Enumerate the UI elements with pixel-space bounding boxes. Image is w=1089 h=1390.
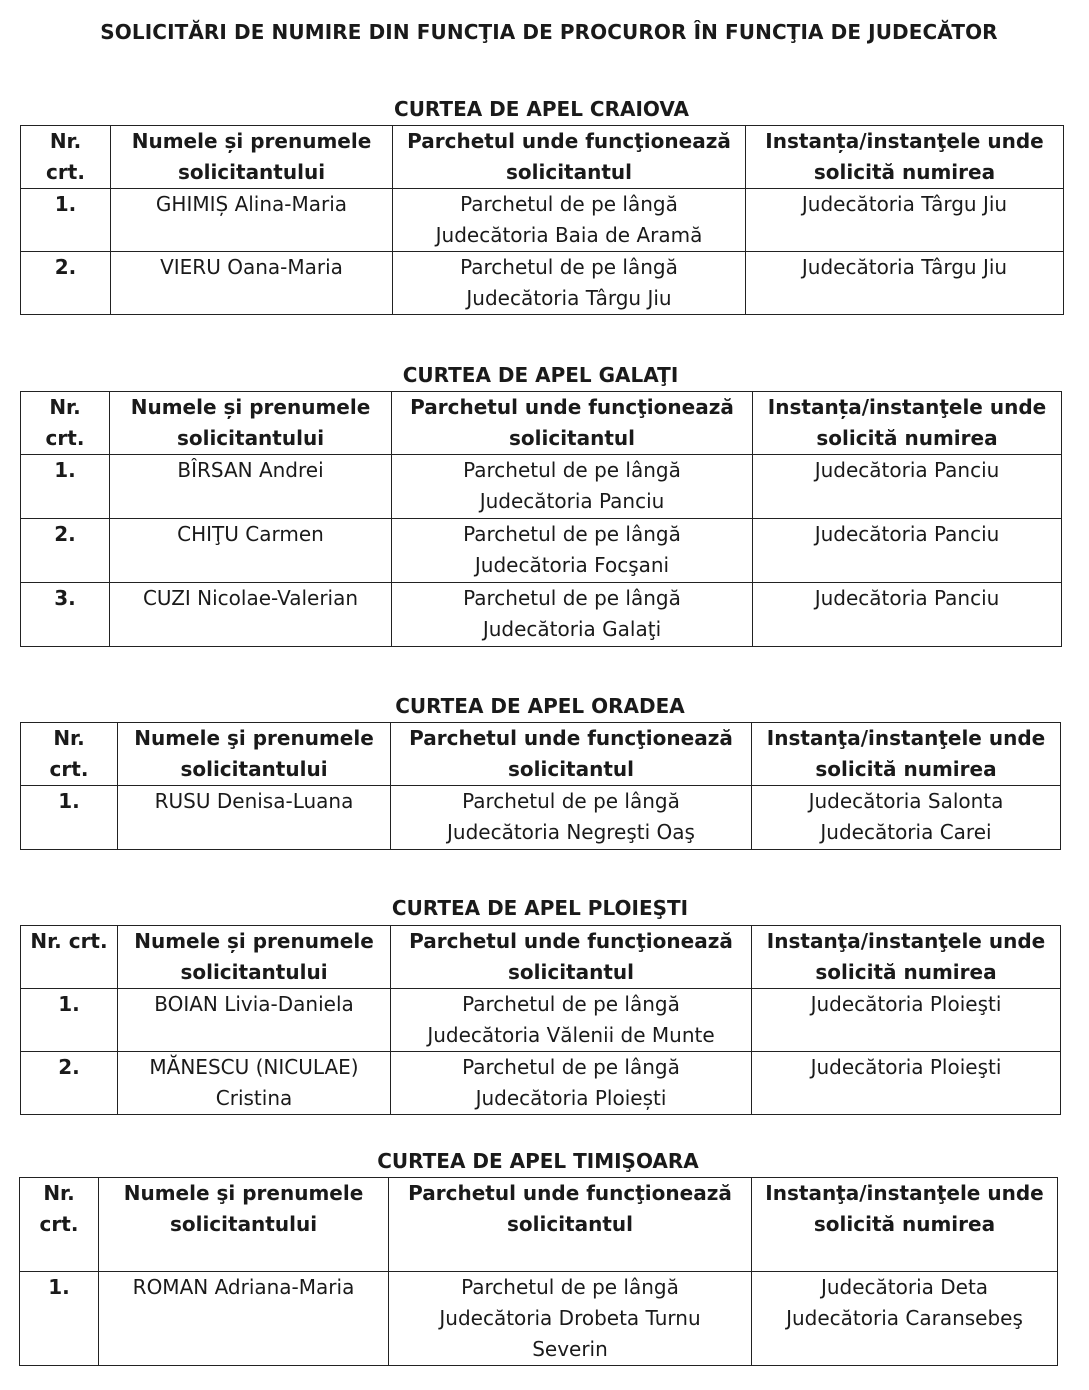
cell-line: Judecătoria Panciu xyxy=(814,522,1000,546)
cell-line: Parchetul unde funcţionează xyxy=(408,1181,732,1205)
cell-line: Judecătoria Carei xyxy=(820,820,992,844)
table-row xyxy=(21,1052,1061,1115)
table-row xyxy=(21,519,1062,583)
cell-line: Judecătoria Panciu xyxy=(814,458,1000,482)
column-header xyxy=(752,723,1061,786)
column-header xyxy=(21,926,118,989)
cell-line: solicită numirea xyxy=(816,426,998,450)
column-header xyxy=(753,392,1062,455)
cell-line: Parchetul de pe lângă xyxy=(462,992,680,1016)
cell-line: Judecătoria Negreşti Oaş xyxy=(447,820,695,844)
column-header xyxy=(99,1178,389,1272)
cell-line: solicită numirea xyxy=(813,160,996,184)
requested-court xyxy=(752,1272,1058,1366)
prosecutor-office xyxy=(393,189,746,252)
cell-line: Nr. xyxy=(49,129,82,153)
section-title: CURTEA DE APEL TIMIŞOARA xyxy=(377,1149,699,1173)
cell-line: Judecătoria Târgu Jiu xyxy=(466,286,672,310)
table-row xyxy=(21,189,1064,252)
row-number: 2. xyxy=(21,252,111,315)
applicants-table xyxy=(20,125,1064,315)
cell-line: CHIŢU Carmen xyxy=(177,522,324,546)
section-title: CURTEA DE APEL ORADEA xyxy=(395,694,685,718)
cell-line: solicitantului xyxy=(177,160,326,184)
row-number: 2. xyxy=(21,519,110,583)
applicants-table xyxy=(20,722,1061,850)
cell-line: Instanţa/instanţele unde xyxy=(765,1181,1044,1205)
applicant-name xyxy=(99,1272,389,1366)
cell-line: solicitantul xyxy=(507,757,634,781)
cell-line: crt. xyxy=(49,757,89,781)
cell-line: Judecătoria Salonta xyxy=(808,789,1004,813)
cell-line: Judecătoria Ploieşti xyxy=(810,992,1002,1016)
cell-line: solicită numirea xyxy=(813,1212,996,1236)
cell-line: BÎRSAN Andrei xyxy=(177,458,324,482)
row-number: 1. xyxy=(21,189,111,252)
table-row xyxy=(21,786,1061,850)
cell-line: Judecătoria Ploieşti xyxy=(810,1055,1002,1079)
column-header xyxy=(752,1178,1058,1272)
column-header xyxy=(21,392,110,455)
cell-line: Judecătoria Vălenii de Munte xyxy=(427,1023,715,1047)
applicant-name xyxy=(118,1052,391,1115)
column-header xyxy=(393,126,746,189)
column-header xyxy=(752,926,1061,989)
section-title: CURTEA DE APEL PLOIEŞTI xyxy=(391,896,689,920)
cell-line: Parchetul de pe lângă xyxy=(462,789,680,813)
table-row xyxy=(21,252,1064,315)
requested-court xyxy=(752,989,1061,1052)
prosecutor-office xyxy=(392,583,753,647)
cell-line: solicitantul xyxy=(507,960,634,984)
applicant-name xyxy=(118,989,391,1052)
prosecutor-office xyxy=(391,1052,752,1115)
cell-line: Judecătoria Focşani xyxy=(474,553,670,577)
applicant-name xyxy=(110,519,392,583)
cell-line: VIERU Oana-Maria xyxy=(160,255,343,279)
cell-line: Parchetul unde funcţionează xyxy=(407,129,731,153)
prosecutor-office xyxy=(391,786,752,850)
cell-line: solicitantul xyxy=(506,1212,633,1236)
column-header xyxy=(20,1178,99,1272)
cell-line: Numele și prenumele xyxy=(130,395,371,419)
cell-line: solicită numirea xyxy=(815,960,997,984)
cell-line: Parchetul de pe lângă xyxy=(460,192,678,216)
cell-line: Numele și prenumele xyxy=(134,929,374,953)
cell-line: solicitantul xyxy=(508,426,635,450)
cell-line: Instanţa/instanţele unde xyxy=(766,929,1046,953)
cell-line: Nr. xyxy=(49,395,81,419)
cell-line: solicită numirea xyxy=(815,757,997,781)
table-header-row xyxy=(21,926,1061,989)
cell-line: Judecătoria Drobeta Turnu xyxy=(439,1306,701,1330)
requested-court xyxy=(753,519,1062,583)
cell-line: Numele şi prenumele xyxy=(123,1181,364,1205)
cell-line: Judecătoria Ploiești xyxy=(475,1086,667,1110)
column-header xyxy=(118,723,391,786)
prosecutor-office xyxy=(389,1272,752,1366)
cell-line: Severin xyxy=(532,1337,608,1361)
row-number: 1. xyxy=(21,786,118,850)
prosecutor-office xyxy=(393,252,746,315)
cell-line: crt. xyxy=(46,160,85,184)
row-number: 1. xyxy=(21,455,110,519)
cell-line: Parchetul unde funcţionează xyxy=(410,395,734,419)
cell-line: ROMAN Adriana-Maria xyxy=(132,1275,355,1299)
column-header xyxy=(392,392,753,455)
cell-line: crt. xyxy=(45,426,85,450)
applicant-name xyxy=(111,189,393,252)
cell-line: Cristina xyxy=(215,1086,293,1110)
applicants-table xyxy=(20,391,1062,647)
cell-line: solicitantului xyxy=(176,426,325,450)
cell-line: crt. xyxy=(39,1212,79,1236)
requested-court xyxy=(753,583,1062,647)
section-title: CURTEA DE APEL GALAŢI xyxy=(402,363,679,387)
cell-line: Judecătoria Galaţi xyxy=(482,617,662,641)
table-row xyxy=(21,583,1062,647)
applicant-name xyxy=(110,583,392,647)
table-header-row xyxy=(21,126,1064,189)
cell-line: Nr. xyxy=(53,726,85,750)
cell-line: Parchetul de pe lângă xyxy=(462,1055,680,1079)
table-header-row xyxy=(20,1178,1058,1272)
cell-line: Judecătoria Caransebeş xyxy=(786,1306,1023,1330)
column-header xyxy=(21,126,111,189)
requested-court xyxy=(746,252,1064,315)
cell-line: Parchetul de pe lângă xyxy=(463,458,681,482)
cell-line: Judecătoria Panciu xyxy=(814,586,1000,610)
row-number: 3. xyxy=(21,583,110,647)
cell-line: CUZI Nicolae-Valerian xyxy=(142,586,359,610)
cell-line: Parchetul unde funcţionează xyxy=(409,929,733,953)
cell-line: solicitantului xyxy=(180,757,328,781)
document-title: SOLICITĂRI DE NUMIRE DIN FUNCŢIA DE PROCUROR ÎN FUNCŢIA DE JUDECĂTOR xyxy=(100,20,998,44)
cell-line: GHIMIȘ Alina-Maria xyxy=(155,192,348,216)
applicants-table xyxy=(19,1177,1058,1366)
cell-line: Parchetul de pe lângă xyxy=(460,255,678,279)
cell-line: solicitantul xyxy=(505,160,632,184)
cell-line: Instanţa/instanţele unde xyxy=(766,726,1046,750)
cell-line: RUSU Denisa-Luana xyxy=(154,789,354,813)
column-header xyxy=(111,126,393,189)
cell-line: BOIAN Livia-Daniela xyxy=(154,992,354,1016)
cell-line: MĂNESCU (NICULAE) xyxy=(149,1055,359,1079)
column-header xyxy=(746,126,1064,189)
table-row xyxy=(21,989,1061,1052)
cell-line: Nr. crt. xyxy=(30,929,108,953)
section-title: CURTEA DE APEL CRAIOVA xyxy=(394,97,689,121)
requested-court xyxy=(752,786,1061,850)
cell-line: Instanța/instanţele unde xyxy=(767,395,1047,419)
cell-line: Numele și prenumele xyxy=(131,129,372,153)
prosecutor-office xyxy=(392,519,753,583)
applicant-name xyxy=(110,455,392,519)
cell-line: Judecătoria Panciu xyxy=(479,489,665,513)
applicant-name xyxy=(111,252,393,315)
cell-line: Instanța/instanţele unde xyxy=(765,129,1044,153)
applicant-name xyxy=(118,786,391,850)
row-number: 2. xyxy=(21,1052,118,1115)
cell-line: Judecătoria Deta xyxy=(820,1275,989,1299)
cell-line: Judecătoria Târgu Jiu xyxy=(801,192,1008,216)
table-header-row xyxy=(21,392,1062,455)
cell-line: solicitantului xyxy=(169,1212,318,1236)
requested-court xyxy=(752,1052,1061,1115)
prosecutor-office xyxy=(391,989,752,1052)
table-row xyxy=(21,455,1062,519)
cell-line: Parchetul unde funcţionează xyxy=(409,726,733,750)
cell-line: Parchetul de pe lângă xyxy=(461,1275,679,1299)
row-number: 1. xyxy=(20,1272,99,1366)
column-header xyxy=(21,723,118,786)
cell-line: Numele şi prenumele xyxy=(134,726,374,750)
prosecutor-office xyxy=(392,455,753,519)
requested-court xyxy=(746,189,1064,252)
cell-line: Parchetul de pe lângă xyxy=(463,586,681,610)
cell-line: Nr. xyxy=(43,1181,75,1205)
cell-line: Judecătoria Târgu Jiu xyxy=(801,255,1008,279)
cell-line: Parchetul de pe lângă xyxy=(463,522,681,546)
requested-court xyxy=(753,455,1062,519)
column-header xyxy=(389,1178,752,1272)
cell-line: solicitantului xyxy=(180,960,328,984)
cell-line: Judecătoria Baia de Aramă xyxy=(435,223,703,247)
row-number: 1. xyxy=(21,989,118,1052)
column-header xyxy=(391,926,752,989)
table-header-row xyxy=(21,723,1061,786)
column-header xyxy=(391,723,752,786)
column-header xyxy=(118,926,391,989)
column-header xyxy=(110,392,392,455)
table-row xyxy=(20,1272,1058,1366)
applicants-table xyxy=(20,925,1061,1115)
